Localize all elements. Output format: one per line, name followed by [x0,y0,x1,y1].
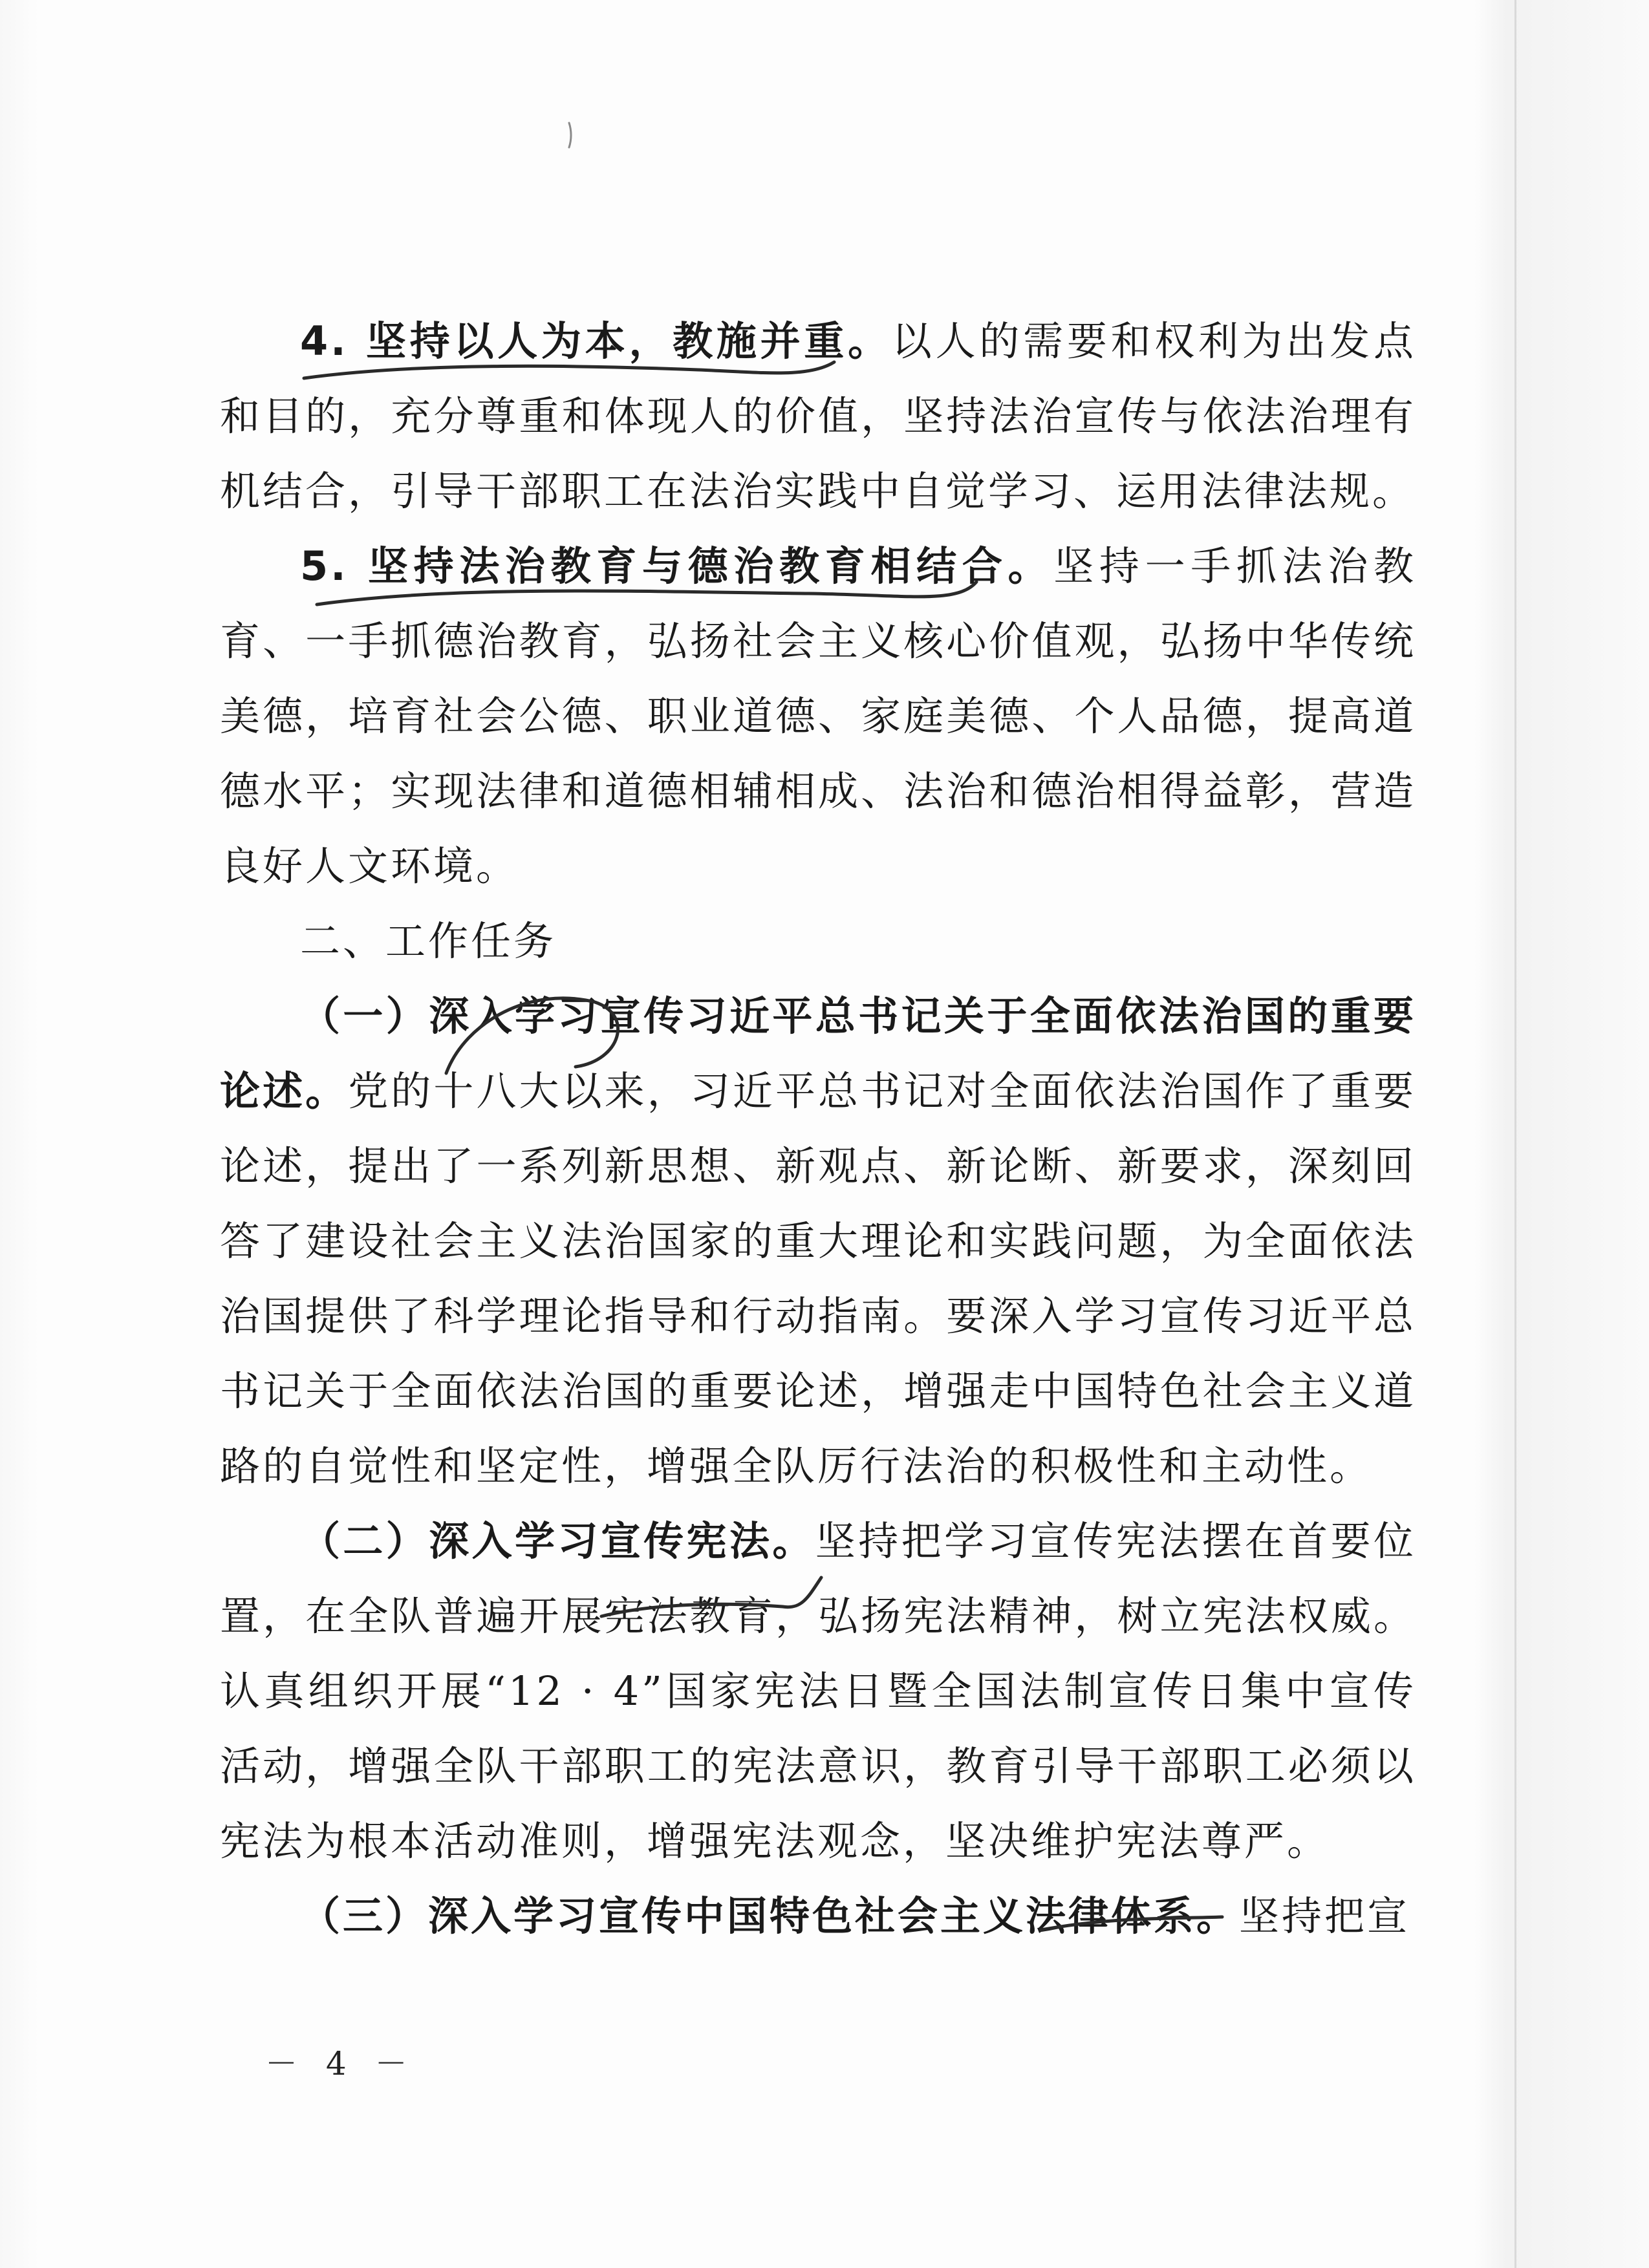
page-edge-shadow [1514,0,1516,2268]
section-heading: 二、工作任务 [300,917,557,965]
task-3-text: 坚持把宣 [1239,1892,1410,1940]
task-paragraph-2 [220,1504,1416,1879]
principle-paragraph-5 [220,529,1416,904]
principle-5-text: 坚持一手抓法治教育、一手抓德治教育，弘扬社会主义核心价值观，弘扬中华传统美德，培育社会公德、职业道德、家庭美德、个人品德，提高道德水平；实现法律和道德相辅相成、法治和德治相得益彰，营造良好人文环境。 [220,542,1416,890]
task-3-heading: （三）深入学习宣传中国特色社会主义法律体系。 [300,1892,1240,1940]
task-2-text: 坚持把学习宣传宪法摆在首要位置，在全队普遍开展宪法教育，弘扬宪法精神，树立宪法权威。认真组织开展“12 · 4”国家宪法日暨全国法制宣传日集中宣传活动，增强全队干部职工的宪法意识，教育引导干部职工必须以宪法为根本活动准则，增强宪法观念，坚决维护宪法尊严。 [220,1517,1416,1865]
task-1-text: 党的十八大以来，习近平总书记对全面依法治国作了重要论述，提出了一系列新思想、新观点、新论断、新要求，深刻回答了建设社会主义法治国家的重大理论和实践问题，为全面依法治国提供了科学理论指导和行动指南。要深入学习宣传习近平总书记关于全面依法治国的重要论述，增强走中国特色社会主义道路的自觉性和坚定性，增强全队厉行法治的积极性和主动性。 [220,1067,1416,1490]
principle-4-text: 以人的需要和权利为出发点和目的，充分尊重和体现人的价值，坚持法治宣传与依法治理有机结合，引导干部职工在法治实践中自觉学习、运用法律法规。 [220,317,1416,515]
principle-4-heading: 4. 坚持以人为本，教施并重。 [300,317,892,365]
task-paragraph-3 [220,1879,1416,1954]
task-1-heading: （一）深入学习宣传习近平总书记关于全面依法治国的重要论述。 [220,992,1416,1115]
task-paragraph-1 [220,979,1416,1504]
page-number: － 4 － [265,2045,416,2082]
principle-5-heading: 5. 坚持法治教育与德治教育相结合。 [300,542,1054,590]
task-2-heading: （二）深入学习宣传宪法。 [300,1517,815,1565]
principle-paragraph-4 [220,304,1416,529]
document-body [220,304,1416,1954]
pen-mark-top [569,123,571,147]
